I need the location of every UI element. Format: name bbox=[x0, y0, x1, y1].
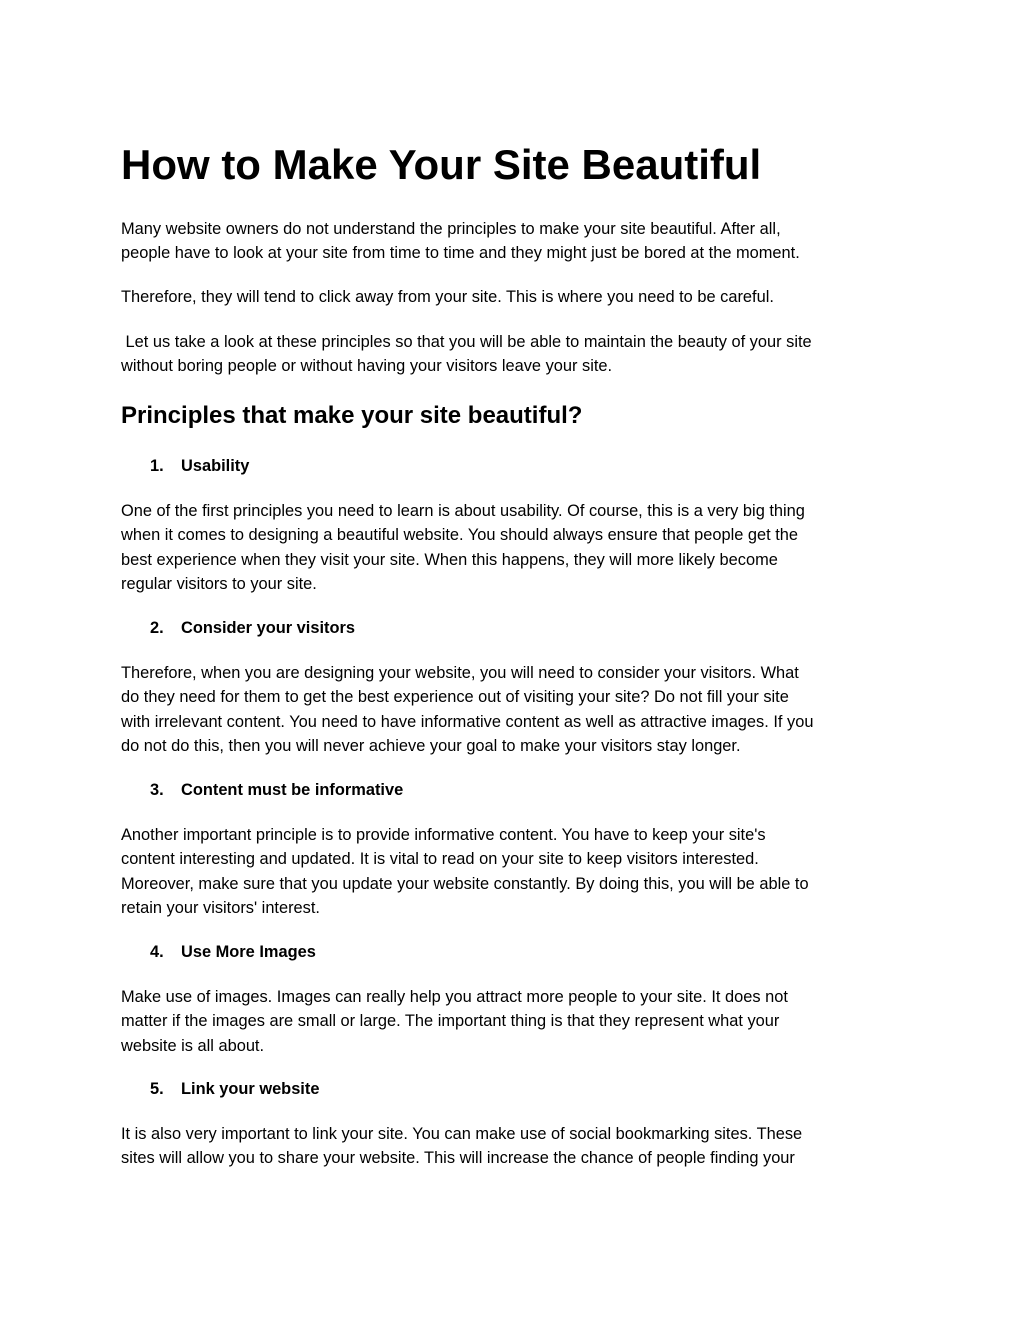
list-heading: Link your website bbox=[181, 1080, 320, 1098]
text-line: Another important principle is to provide informative content. You have to keep your site's bbox=[121, 826, 766, 844]
list-number: 5. bbox=[150, 1080, 164, 1098]
text-line: do they need for them to get the best experience out of visiting your site? Do not fill your site bbox=[121, 688, 789, 707]
text-line: website is all about. bbox=[121, 1036, 265, 1055]
text-line: One of the first principles you need to learn is about usability. Of course, this is a very big thing bbox=[121, 502, 805, 520]
list-heading: Consider your visitors bbox=[181, 619, 355, 637]
text-line: Make use of images. Images can really help you attract more people to your site. It does not bbox=[121, 988, 788, 1006]
principle-heading-usability bbox=[150, 454, 249, 478]
text-line: best experience when they visit your site. When this happens, they will more likely become bbox=[121, 550, 778, 569]
principle-heading-link bbox=[150, 1077, 319, 1101]
list-heading: Use More Images bbox=[181, 943, 316, 961]
text-line: regular visitors to your site. bbox=[121, 575, 317, 594]
text-line: with irrelevant content. You need to have informative content as well as attractive images. If you bbox=[121, 712, 814, 731]
intro-paragraph-3 bbox=[121, 330, 911, 379]
text-line: Moreover, make sure that you update your website constantly. By doing this, you will be able to bbox=[121, 874, 809, 893]
list-number: 2. bbox=[150, 619, 164, 637]
text-line: when it comes to designing a beautiful website. You should always ensure that people get the bbox=[121, 526, 799, 545]
intro-paragraph-1 bbox=[121, 217, 911, 266]
list-heading: Content must be informative bbox=[181, 781, 404, 799]
list-number: 1. bbox=[150, 457, 164, 475]
text-line: people have to look at your site from time to time and they might just be bored at the moment. bbox=[121, 244, 800, 263]
text-line: Therefore, when you are designing your website, you will need to consider your visitors. What bbox=[121, 664, 799, 682]
intro-paragraph-2: Therefore, they will tend to click away from your site. This is where you need to be careful. bbox=[121, 288, 774, 306]
text-line: retain your visitors' interest. bbox=[121, 899, 320, 918]
principle-body-link bbox=[121, 1122, 911, 1171]
list-number: 3. bbox=[150, 781, 164, 799]
principle-heading-images bbox=[150, 940, 316, 964]
principle-heading-content bbox=[150, 778, 403, 802]
text-line: sites will allow you to share your website. This will increase the chance of people finding your bbox=[121, 1149, 795, 1168]
text-line: Let us take a look at these principles so that you will be able to maintain the beauty of your site bbox=[121, 333, 812, 351]
page-title: How to Make Your Site Beautiful bbox=[121, 141, 762, 188]
text-line: without boring people or without having your visitors leave your site. bbox=[121, 357, 613, 376]
text-line: do not do this, then you will never achieve your goal to make your visitors stay longer. bbox=[121, 737, 741, 756]
text-line: Many website owners do not understand the principles to make your site beautiful. After all, bbox=[121, 220, 781, 238]
principle-body-usability bbox=[121, 499, 911, 597]
principle-body-content bbox=[121, 823, 911, 921]
text-line: matter if the images are small or large. The important thing is that they represent what your bbox=[121, 1012, 780, 1031]
principle-body-images bbox=[121, 985, 911, 1058]
list-heading: Usability bbox=[181, 457, 250, 475]
text-line: content interesting and updated. It is vital to read on your site to keep visitors interested. bbox=[121, 850, 759, 869]
text-line: It is also very important to link your site. You can make use of social bookmarking sites. These bbox=[121, 1125, 803, 1143]
list-number: 4. bbox=[150, 943, 164, 961]
principle-body-visitors bbox=[121, 661, 911, 759]
principle-heading-visitors bbox=[150, 616, 355, 640]
section-heading: Principles that make your site beautiful? bbox=[121, 402, 583, 429]
